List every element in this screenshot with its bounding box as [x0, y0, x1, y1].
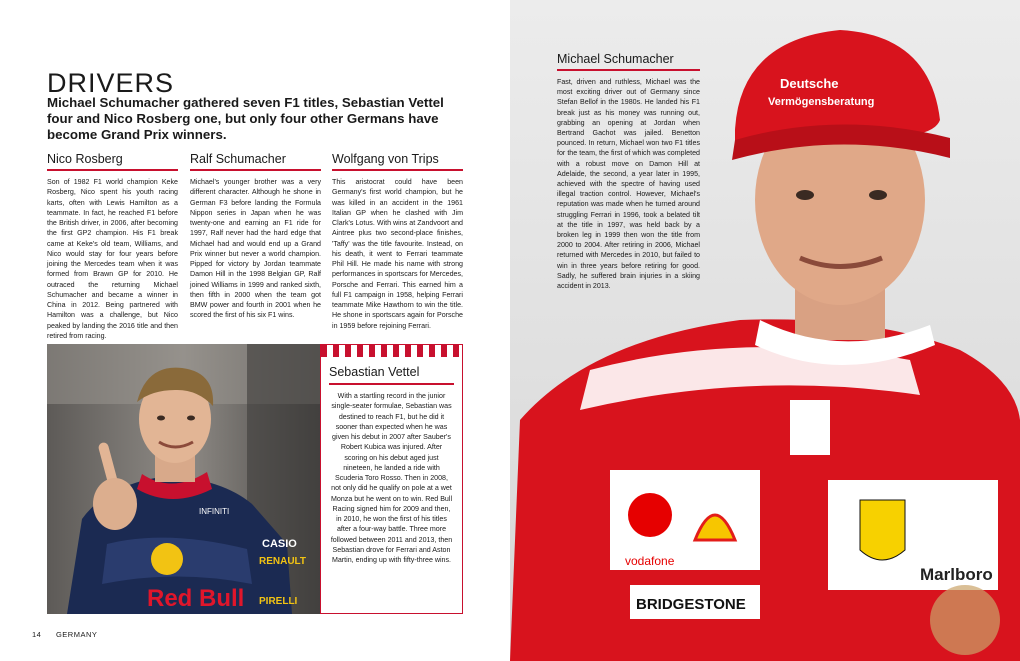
body-michael-schumacher: Fast, driven and ruthless, Michael was the most exciting driver out of Germany since Stefan Bellof in the 1980s. He landed his F1 break just as his money was running out, grabbing an opening at Jordan when Bertrand Gachot was jailed. Benetton pounced. In return, Michael won two F1 titles for the team, the first of which was completed with a robust move on Damon Hill at Adelaide, the second, a year later in 1995, achieved with the spectre of having used illegal traction control. However, Michael's reputation was made when he turned around struggling Ferrari in 1996, took a belated tilt at the title in 1997, was held back by a broken leg in 1999 then won the title from 2000 to 2004. After retiring in 2006, Michael returned with Mercedes in 2010, but failed to win in three years before retiring for good. Sadly, he suffered brain injuries in a skiing accident in 2013.	[557, 78, 700, 291]
cap-label-line2: Vermögensberatung	[768, 96, 875, 108]
vettel-brand-casio: CASIO	[262, 538, 297, 550]
body-sebastian-vettel: With a startling record in the junior single-seater formulae, Sebastian was destined to reach F1, but he did it sooner than expected when he was given his debut in 2007 after Sauber's Robert Kubica was injured. After scoring on his debut aged just nineteen, he landed a ride with Scuderia Toro Rosso. Then in 2008, not only did he qualify on pole at a wet Monza but he went on to win. Red Bull Racing signed him for 2009 and then, in 2010, he won the first of his titles after a four-way battle. Three more followed between 2011 and 2013, then Sebastian drove for Ferrari and Aston Martin, ending up with fifty-three wins.	[330, 392, 453, 564]
vettel-brand-renault: RENAULT	[259, 556, 307, 567]
cap-label-line1: Deutsche	[780, 76, 839, 91]
bridgestone-label: BRIDGESTONE	[636, 596, 746, 613]
section-name: GERMANY	[55, 630, 98, 639]
heading-wolfgang-von-trips: Wolfgang von Trips	[332, 152, 463, 171]
vettel-illustration	[47, 344, 320, 614]
checkered-strip	[321, 345, 462, 357]
column-wolfgang-von-trips	[332, 152, 463, 331]
chapter-title: DRIVERS	[47, 68, 175, 99]
heading-michael-schumacher: Michael Schumacher	[557, 52, 700, 71]
vettel-brand-pirelli: PIRELLI	[259, 596, 298, 607]
intro-text: Michael Schumacher gathered seven F1 titles, Sebastian Vettel four and Nico Rosberg one, but only four other Germans have become Grand Prix winners.	[47, 95, 444, 142]
heading-nico-rosberg: Nico Rosberg	[47, 152, 178, 171]
heading-ralf-schumacher: Ralf Schumacher	[190, 152, 321, 171]
body-wolfgang-von-trips: This aristocrat could have been Germany's first world champion, but he was killed in an accident in the 1961 Italian GP when he clashed with Jim Clark's Lotus. With wins at Zandvoort and Aintree plus two second-place finishes, 'Taffy' was the title favourite. Instead, on his death, it went to Ferrari teammate Phil Hill. He made his name with strong performances in sportscars for Mercedes, Porsche and Ferrari. This earned him a full F1 campaign in 1958, helping Ferrari teammate Mike Hawthorn to win the title. He shone in sportscars again for Porsche in 1959 before rejoining Ferrari.	[332, 178, 463, 330]
body-nico-rosberg: Son of 1982 F1 world champion Keke Rosberg, Nico spent his youth racing karts, often with Lewis Hamilton as a teammate. In fact, he reached F1 before the British driver, in 2006, after becoming the first GP2 champion. His F1 break came at Keke's old team, Williams, and Nico would stay for four years before joining the Mercedes team when it was formed from Brawn GP for 2010. He outraced the returning Michael Schumacher and became a winner in China in 2012. Being partnered with Hamilton was a challenge, but Nico peaked by landing the 2016 title and then retired from racing.	[47, 178, 178, 340]
vettel-brand-infiniti: INFINITI	[199, 507, 230, 516]
heading-sebastian-vettel: Sebastian Vettel	[329, 365, 454, 385]
vettel-sidebar	[320, 344, 463, 614]
page-footer	[32, 630, 97, 639]
body-ralf-schumacher: Michael's younger brother was a very different character. Although he shone in German F3 before landing the Formula Nippon series in Japan when he was twenty-one and earning an F1 ride for 1997, Ralf never had the hard edge that Michael had and would end up a Grand Prix winner but never a world champion. Pipped for victory by Jordan teammate Damon Hill in the 1998 Belgian GP, Ralf joined Williams in 1999 and ranked sixth, then fifth in 2000 when the team got BMW power and fourth in 2001 when he scored the first of his six F1 wins.	[190, 178, 321, 320]
vettel-sponsor-label: Red Bull	[147, 585, 245, 612]
column-nico-rosberg	[47, 152, 178, 341]
column-ralf-schumacher	[190, 152, 321, 321]
marlboro-label: Marlboro	[920, 565, 993, 584]
vodafone-label: vodafone	[625, 554, 675, 568]
vettel-photo	[47, 344, 320, 614]
michael-schumacher-caption	[557, 52, 700, 291]
page-number: 14	[32, 630, 42, 639]
